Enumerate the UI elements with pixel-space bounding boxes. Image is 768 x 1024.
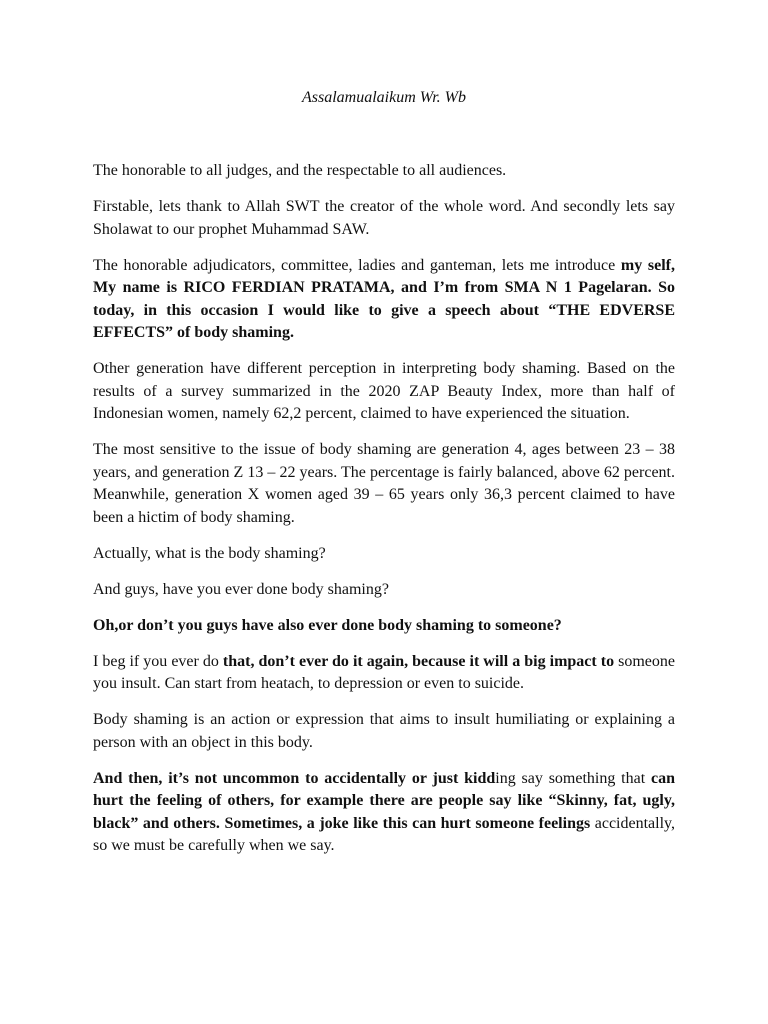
paragraph-introduction xyxy=(93,255,675,345)
examples-text-end: accidentally, so we must be carefully when we say. xyxy=(93,814,676,854)
document-page xyxy=(93,87,675,871)
examples-text-mid: ing say something that xyxy=(495,769,651,787)
paragraph-question-what: Actually, what is the body shaming? xyxy=(93,544,326,562)
intro-text: The honorable adjudicators, committee, ladies and ganteman, lets me introduce xyxy=(93,256,621,274)
paragraph-greeting: The honorable to all judges, and the respectable to all audiences. xyxy=(93,162,507,179)
paragraph-examples xyxy=(93,768,675,858)
paragraph-thanks: Firstable, lets thank to Allah SWT the creator of the whole word. And secondly lets say Sholawat to our prophet Muhammad SAW. xyxy=(93,198,675,238)
paragraph-generations: The most sensitive to the issue of body shaming are generation 4, ages between 23 – 38 years, and generation Z 13 – 22 years. The percentage is fairly balanced, above 62 percent. Meanwhile, generation X women aged 39 – 65 years only 36,3 percent claimed to have been a hictim of body shaming. xyxy=(93,441,675,526)
paragraph-definition: Body shaming is an action or expression that aims to insult humiliating or explaining a person with an object in this body. xyxy=(93,711,675,751)
plea-text-end: someone you insult. Can start from heatach, to depression or even to suicide. xyxy=(93,652,675,692)
plea-text-start: I beg if you ever do xyxy=(93,652,223,670)
intro-bold-text: my self, My name is RICO FERDIAN PRATAMA, and I’m from SMA N 1 Pagelaran. So today, in this occasion I would like to give a speech about “THE EDVERSE EFFECTS” of body shaming. xyxy=(93,256,675,341)
paragraph-survey: Other generation have different perception in interpreting body shaming. Based on the results of a survey summarized in the 2020 ZAP Beauty Index, more than half of Indonesian women, namely 62,2 percent, claimed to have experienced the situation. xyxy=(93,360,675,422)
salutation: Assalamualaikum Wr. Wb xyxy=(302,89,466,106)
paragraph-plea xyxy=(93,651,675,696)
paragraph-question-ever: And guys, have you ever done body shaming? xyxy=(93,580,389,598)
paragraph-question-someone: Oh,or don’t you guys have also ever done body shaming to someone? xyxy=(93,616,562,634)
examples-bold-mid: can hurt the feeling of others, for example there are people say like “Skinny, fat, ugly, black” and others. Sometimes, a joke like this can hurt someone feelings xyxy=(93,769,675,832)
plea-bold-text: that, don’t ever do it again, because it will a big impact to xyxy=(222,652,615,670)
examples-bold-start: And then, it’s not uncommon to accidentally or just kidd xyxy=(93,769,496,787)
